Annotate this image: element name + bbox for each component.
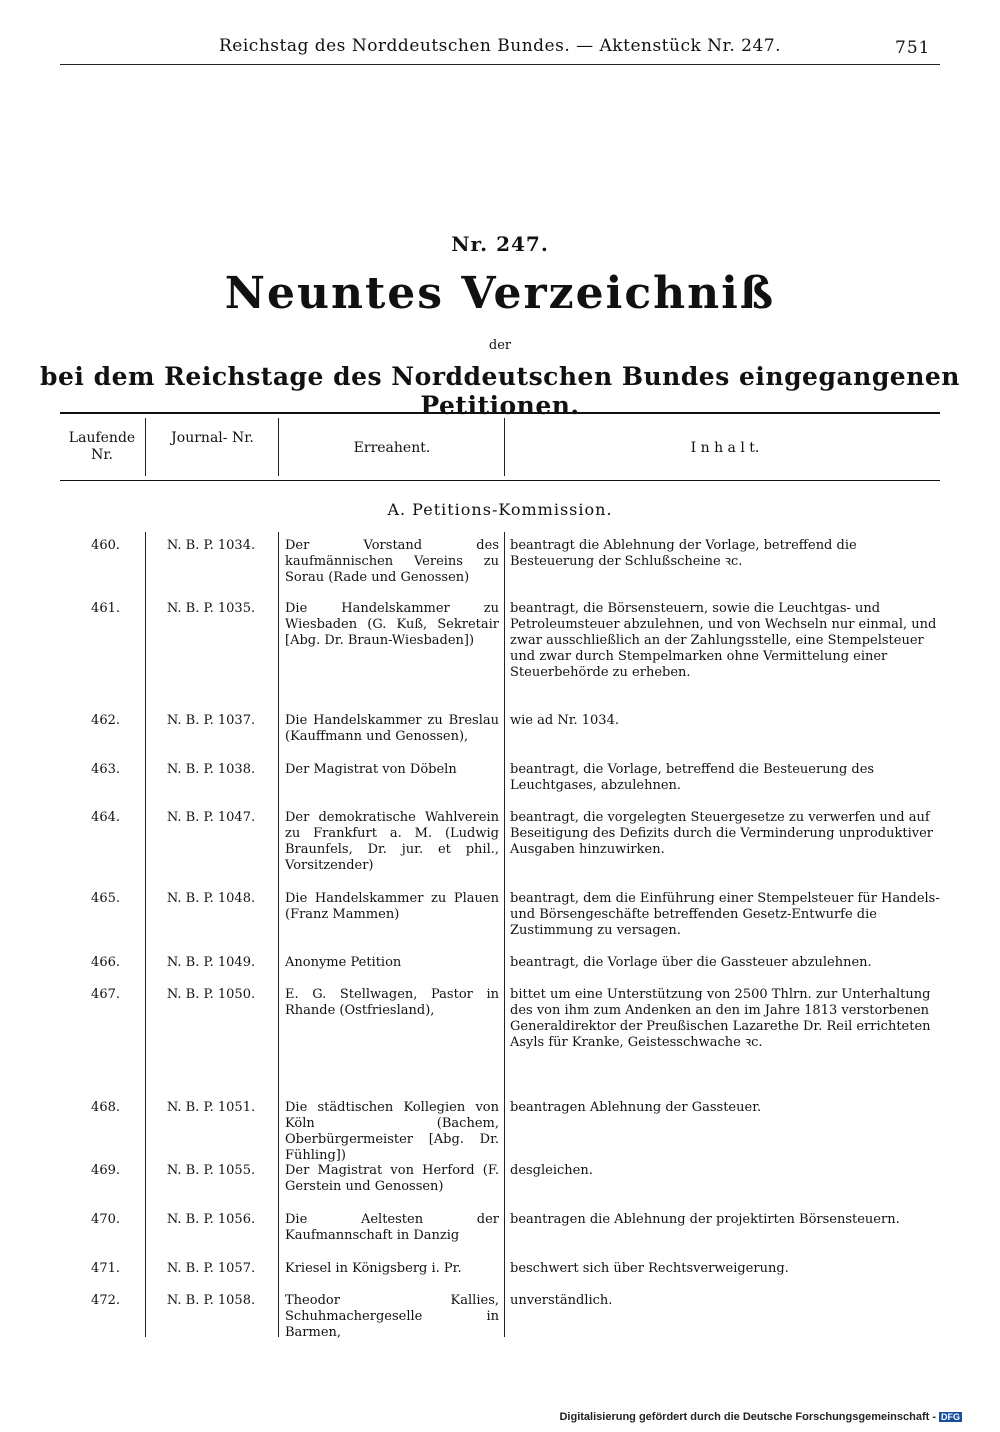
journal-number: N. B. P. 1051. (166, 1100, 256, 1115)
petition-verb: beantragt, (510, 601, 580, 616)
petition-text: die Vorlage, betreffend die Besteuerung des Leuchtgases, abzulehnen. (510, 762, 875, 793)
petition-verb: beantragt, (510, 955, 580, 970)
column-header-journal: Journal- Nr. (171, 430, 254, 446)
petition-text: die Ablehnung der projektirten Börsensteuern. (589, 1212, 900, 1227)
digitization-footer (559, 1411, 962, 1423)
petition-content (510, 1100, 940, 1116)
petition-verb: beantragt (510, 538, 575, 553)
petition-text: sich über Rechtsverweigerung. (582, 1261, 789, 1276)
petition-text: dem die Einführung einer Stempelsteuer für Handels- und Börsengeschäfte betreffenden Gesetz-Entwurfe die Zustimmung zu versagen. (510, 891, 940, 938)
petitioner: Theodor Kallies, Schuhmachergeselle in Barmen, (285, 1293, 499, 1340)
row-number: 468. (91, 1100, 120, 1115)
petition-text: um eine Unterstützung von 2500 Thlrn. zur Unterhaltung des von ihm zum Andenken an den im Jahre 1813 verstorbenen Generaldirektor der Preußischen Lazarethe Dr. Reil errichteten Asyls für Kranke, Geistesschwache ꝛc. (510, 987, 931, 1050)
row-number: 462. (91, 713, 120, 728)
petition-content (510, 987, 940, 1051)
journal-number: N. B. P. 1047. (166, 810, 256, 825)
petitioner: Die städtischen Kollegien von Köln (Bachem, Oberbürgermeister [Abg. Dr. Fühling]) (285, 1100, 499, 1163)
row-number: 461. (91, 601, 120, 616)
row-number: 472. (91, 1293, 120, 1308)
column-divider (278, 418, 279, 476)
petition-content (510, 1163, 940, 1179)
page-title: Neuntes Verzeichniß (224, 268, 776, 319)
petition-verb: beantragt, (510, 810, 580, 825)
petitioner: Der Magistrat von Döbeln (285, 762, 457, 777)
petitioner: Anonyme Petition (285, 955, 402, 970)
section-heading: A. Petitions-Kommission. (387, 500, 613, 519)
running-head: Reichstag des Norddeutschen Bundes. — Aktenstück Nr. 247. (219, 36, 781, 56)
petition-verb: beantragen (510, 1212, 586, 1227)
journal-number: N. B. P. 1034. (166, 538, 256, 553)
column-header-inhalt: I n h a l t. (690, 440, 760, 456)
page-subtitle: bei dem Reichstage des Norddeutschen Bundes eingegangenen Petitionen. (40, 362, 960, 420)
petition-text: Ablehnung der Gassteuer. (589, 1100, 762, 1115)
petitioner: Die Aeltesten der Kaufmannschaft in Danzig (285, 1212, 499, 1243)
title-connector: der (488, 338, 512, 353)
column-divider (278, 532, 279, 1337)
petition-content (510, 713, 940, 729)
petition-verb: beschwert (510, 1261, 579, 1276)
column-divider (504, 532, 505, 1337)
page-number: 751 (895, 38, 931, 58)
petition-content (510, 1212, 940, 1228)
journal-number: N. B. P. 1050. (166, 987, 256, 1002)
column-divider (145, 418, 146, 476)
petitioner: Die Handelskammer zu Plauen (Franz Mammen) (285, 891, 499, 922)
column-divider (145, 532, 146, 1337)
petition-verb: beantragt, (510, 762, 580, 777)
petition-text: die vorgelegten Steuergesetze zu verwerfen und auf Beseitigung des Defizits durch die Verminderung unproduktiver Ausgaben hinzuwirken. (510, 810, 934, 857)
petitioner: E. G. Stellwagen, Pastor in Rhande (Ostfriesland), (285, 987, 499, 1018)
journal-number: N. B. P. 1058. (166, 1293, 256, 1308)
petition-verb: wie ad (510, 713, 554, 728)
row-number: 471. (91, 1261, 120, 1276)
petition-verb: desgleichen. (510, 1163, 593, 1178)
petition-content (510, 810, 940, 858)
row-number: 470. (91, 1212, 120, 1227)
row-number: 465. (91, 891, 120, 906)
journal-number: N. B. P. 1035. (166, 601, 256, 616)
petitioner: Der demokratische Wahlverein zu Frankfurt a. M. (Ludwig Braunfels, Dr. jur. et phil., Vorsitzender) (285, 810, 499, 873)
column-header-laufende: Laufende Nr. (68, 430, 136, 463)
petition-text: Nr. 1034. (557, 713, 619, 728)
column-header-erreahent: Erreahent. (353, 440, 431, 456)
petition-content (510, 955, 940, 971)
row-number: 466. (91, 955, 120, 970)
row-number: 464. (91, 810, 120, 825)
petition-text: die Ablehnung der Vorlage, betreffend die Besteuerung der Schlußscheine ꝛc. (510, 538, 857, 569)
journal-number: N. B. P. 1048. (166, 891, 256, 906)
journal-number: N. B. P. 1049. (166, 955, 256, 970)
journal-number: N. B. P. 1056. (166, 1212, 256, 1227)
header-rule (60, 64, 940, 65)
row-number: 463. (91, 762, 120, 777)
column-divider (504, 418, 505, 476)
petition-content (510, 1261, 940, 1277)
journal-number: N. B. P. 1057. (166, 1261, 256, 1276)
table-top-rule (60, 412, 940, 414)
petition-verb: beantragen (510, 1100, 586, 1115)
petition-content (510, 1293, 940, 1309)
document-number: Nr. 247. (451, 232, 549, 256)
petition-verb: beantragt, (510, 891, 580, 906)
petition-content (510, 601, 940, 681)
petition-content (510, 891, 940, 939)
dfg-logo: DFG (941, 1412, 960, 1423)
petition-verb: bittet (510, 987, 546, 1002)
table-header-rule (60, 480, 940, 481)
journal-number: N. B. P. 1055. (166, 1163, 256, 1178)
row-number: 469. (91, 1163, 120, 1178)
petition-text: die Börsensteuern, sowie die Leuchtgas- und Petroleumsteuer abzulehnen, und von Wechseln nur einmal, und zwar ausschließlich an der Zahlungsstelle, eine Stempelsteuer und zwar durch Stempelmarken ohne Vermittelung einer Steuerbehörde zu erheben. (510, 601, 937, 680)
petitioner: Die Handelskammer zu Breslau (Kauffmann und Genossen), (285, 713, 499, 744)
petition-text: die Vorlage über die Gassteuer abzulehnen. (583, 955, 872, 970)
row-number: 460. (91, 538, 120, 553)
journal-number: N. B. P. 1037. (166, 713, 256, 728)
petitioner: Kriesel in Königsberg i. Pr. (285, 1261, 462, 1276)
petition-content (510, 762, 940, 794)
petitioner: Die Handelskammer zu Wiesbaden (G. Kuß, Sekretair [Abg. Dr. Braun-Wiesbaden]) (285, 601, 499, 648)
petitioner: Der Magistrat von Herford (F. Gerstein und Genossen) (285, 1163, 499, 1194)
petition-verb: unverständlich. (510, 1293, 613, 1308)
footer-text: Digitalisierung gefördert durch die Deutsche Forschungsgemeinschaft - (559, 1411, 936, 1423)
row-number: 467. (91, 987, 120, 1002)
journal-number: N. B. P. 1038. (166, 762, 256, 777)
petitioner: Der Vorstand des kaufmännischen Vereins zu Sorau (Rade und Genossen) (285, 538, 499, 585)
petition-content (510, 538, 940, 570)
